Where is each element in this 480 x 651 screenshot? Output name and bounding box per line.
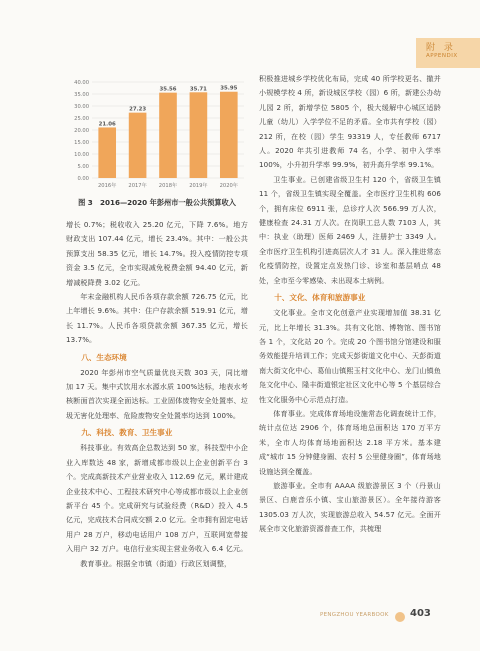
body-paragraph: 卫生事业。已创建省级卫生村 120 个，省级卫生镇 11 个，省级卫生镇实现全覆盖。全市医疗卫生机构 606 个，拥有床位 6911 张，总诊疗人次 566.99 万人次，健康检查 24.31 万人次。在岗职工总人数 7103 人，其中：执业（助理）医师 2469 人，注册护士 3349 人。全市医疗卫生机构引进高层次人才 31 人。深入推进常态化疫情防控，设置定点发热门诊、诊室和基层哨点 48 处，全市至今零感染、未出现本土病例。 (259, 174, 441, 285)
body-paragraph: 年末金融机构人民币各项存款余额 726.75 亿元，比上年增长 9.6%。其中：住户存款余额 519.91 亿元，增长 11.7%。人民币各项贷款余额 367.35 亿元，增长 13.7%。 (66, 292, 248, 345)
footer-brand: PENGZHOU YEARBOOK (320, 612, 389, 618)
x-tick-label: 2016年 (98, 183, 117, 189)
body-paragraph: 科技事业。有效高企总数达到 50 家，科技型中小企业入库数达 48 家，新增成都市级以上企业创新平台 3 个。完成高新技术产业营业收入 112.69 亿元，累计建成企业技术中心、工程技术研究中心等成都市级以上企业创新平台 45 个。完成研究与试验经费（R&D）投入 4.5 亿元，完成技术合同成交额 2.0 亿元。全市拥有固定电话用户 28 万户，移动电话用户 108 万户，互联网宽带接入用户 32 万户。电信行业实现主营业务收入 6.4 亿元。 (66, 443, 248, 554)
bar-value-label: 21.06 (98, 121, 116, 128)
x-tick-label: 2020年 (219, 183, 238, 189)
y-tick-label: 20.00 (74, 128, 89, 134)
bar (190, 92, 208, 178)
body-paragraph: 增长 0.7%；税收收入 25.20 亿元，下降 7.6%。地方财政支出 107.44 亿元，增长 23.4%。其中：一般公共预算支出 58.35 亿元，增长 14.7%。投入疫情防控专项资金 3.5 亿元，全市实现减免税费金额 94.40 亿元，新增减税降费 3.02 亿元。 (66, 220, 248, 287)
bar-value-label: 27.23 (129, 106, 147, 113)
bar-value-label: 35.71 (189, 86, 207, 93)
figure-caption: 图 3 2016—2020 年彭州市一般公共预算收入 (78, 198, 236, 207)
appendix-subtitle: APPENDIX (426, 53, 458, 59)
y-tick-label: 10.00 (74, 152, 89, 158)
section-heading: 九、科技、教育、卫生事业 (81, 428, 173, 438)
y-tick-label: 40.00 (74, 80, 89, 86)
appendix-title: 附 录 (426, 43, 456, 53)
y-tick-label: 35.00 (74, 92, 89, 98)
bar-value-label: 35.56 (159, 86, 177, 93)
chart-svg (66, 76, 248, 194)
page-number: 403 (410, 608, 431, 619)
appendix-header-tab (416, 38, 480, 68)
x-tick-label: 2018年 (158, 183, 178, 189)
y-tick-label: 30.00 (74, 104, 89, 110)
x-tick-label: 2017年 (128, 183, 147, 189)
left-column (66, 218, 248, 571)
bar (129, 113, 147, 178)
y-tick-label: 15.00 (74, 140, 89, 146)
revenue-bar-chart (66, 76, 248, 194)
x-tick-label: 2019年 (189, 183, 208, 189)
bar (98, 127, 116, 178)
bar-value-label: 35.95 (220, 85, 238, 92)
y-tick-label: 25.00 (74, 116, 89, 122)
y-tick-label: 0.00 (77, 176, 89, 182)
body-paragraph: 文化事业。全市文化创意产业实现增加值 38.31 亿元，比上年增长 31.3%。共有文化馆、博物馆、图书馆各 1 个，文化站 20 个。完成 20 个图书馆分馆建设和服务效能提升培训工作；完成天彭街道文化中心、天彭街道南大街文化中心、葛仙山镇熙玉村文化中心、龙门山镇鱼凫文化中心、隆丰街道银定社区文化中心等 5 个基层综合性文化服务中心示范点打造。 (259, 308, 441, 404)
y-tick-label: 5.00 (77, 164, 89, 170)
body-paragraph: 积极推进城乡学校优化布局，完成 40 所学校更名、撤并小规模学校 4 所，新设城区学校（园）6 所，新建公办幼儿园 2 所，新增学位 5805 个，极大缓解中心城区适龄儿童（幼儿）入学学位不足的矛盾。全市共有学校（园）212 所，在校（园）学生 93319 人，专任教师 6717 人。2020 年共引进教师 74 名，小学、初中入学率 100%，小升初升学率 99.9%，初升高升学率 99.1%。 (259, 74, 441, 170)
bar (159, 93, 177, 178)
right-column (259, 72, 441, 537)
body-paragraph: 教育事业。根据全市镇（街道）行政区划调整， (80, 558, 232, 568)
body-paragraph: 2020 年彭州市空气质量优良天数 303 天，同比增加 17 天。集中式饮用水水源水质 100%达标，地表水考核断面首次实现全面达标。工业固体废物安全处置率、垃圾无害化处理率、危险废物安全处置率均达到 100%。 (66, 367, 248, 420)
body-paragraph: 体育事业。完成体育场地设施常态化调查统计工作，统计点位达 2906 个，体育场地总面积达 170 万平方米，全市人均体育场地面积达 2.18 平方米。基本建成“城市 15 分钟健身圈、农村 5 公里健身圈”，体育场地设施达到全覆盖。 (259, 408, 441, 476)
bar (220, 92, 238, 178)
body-paragraph: 旅游事业。全市有 AAAA 级旅游景区 3 个（丹景山景区、白鹿音乐小镇、宝山旅游景区）。全年接待游客 1305.03 万人次，实现旅游总收入 54.57 亿元。全面开展全市文化旅游资源普查工作，共梳理 (259, 480, 441, 534)
footer-dot-icon (395, 612, 405, 622)
section-heading: 十、文化、体育和旅游事业 (274, 293, 366, 303)
section-heading: 八、生态环境 (81, 352, 127, 362)
